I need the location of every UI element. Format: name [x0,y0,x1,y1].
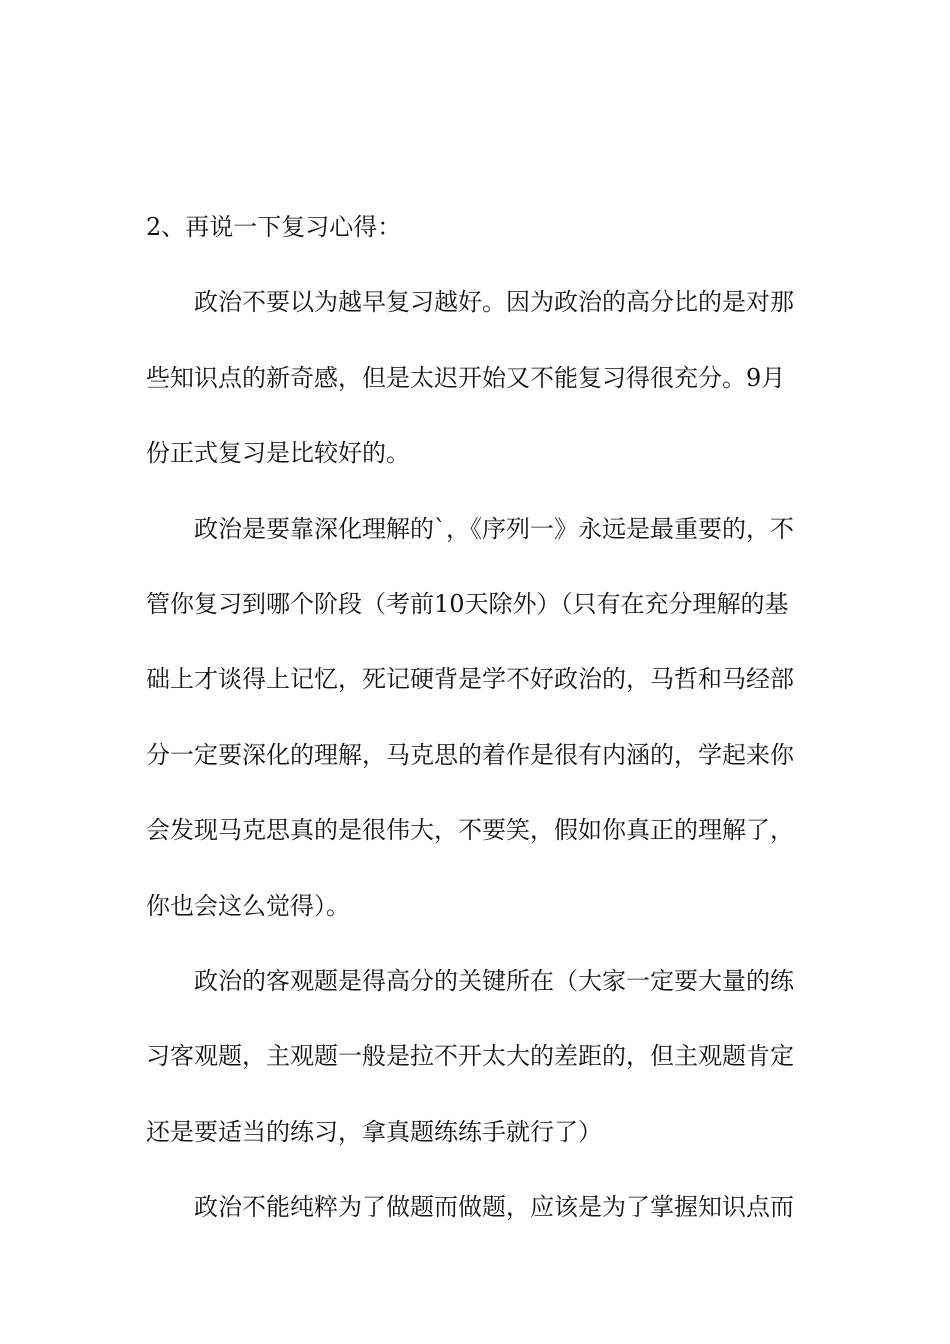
paragraph-2-line-3: 础上才谈得上记忆，死记硬背是学不好政治的，马哲和马经部 [146,665,794,693]
paragraph-3-line-1: 政治的客观题是得高分的关键所在（大家一定要大量的练 [194,967,794,995]
paragraph-4-line-1: 政治不能纯粹为了做题而做题，应该是为了掌握知识点而 [194,1193,794,1221]
paragraph-2-line-5: 会发现马克思真的是很伟大，不要笑，假如你真正的理解了， [146,816,794,844]
paragraph-3-line-2: 习客观题，主观题一般是拉不开太大的差距的，但主观题肯定 [146,1042,794,1070]
paragraph-1-line-3: 份正式复习是比较好的。 [146,439,410,467]
paragraph-2-line-6: 你也会这么觉得）。 [146,892,350,920]
paragraph-1-line-2: 些知识点的新奇感，但是太迟开始又不能复习得很充分。9月 [146,364,786,392]
paragraph-3-line-3: 还是要适当的练习，拿真题练练手就行了） [146,1118,602,1146]
paragraph-1-line-1: 政治不要以为越早复习越好。因为政治的高分比的是对那 [194,288,794,316]
paragraph-2-line-2: 管你复习到哪个阶段（考前10天除外）（只有在充分理解的基 [146,590,789,618]
section-heading: 2、再说一下复习心得： [146,213,402,241]
paragraph-2-line-1: 政治是要靠深化理解的`，《序列一》永远是最重要的，不 [194,515,794,543]
paragraph-2-line-4: 分一定要深化的理解，马克思的着作是很有内涵的，学起来你 [146,741,794,769]
